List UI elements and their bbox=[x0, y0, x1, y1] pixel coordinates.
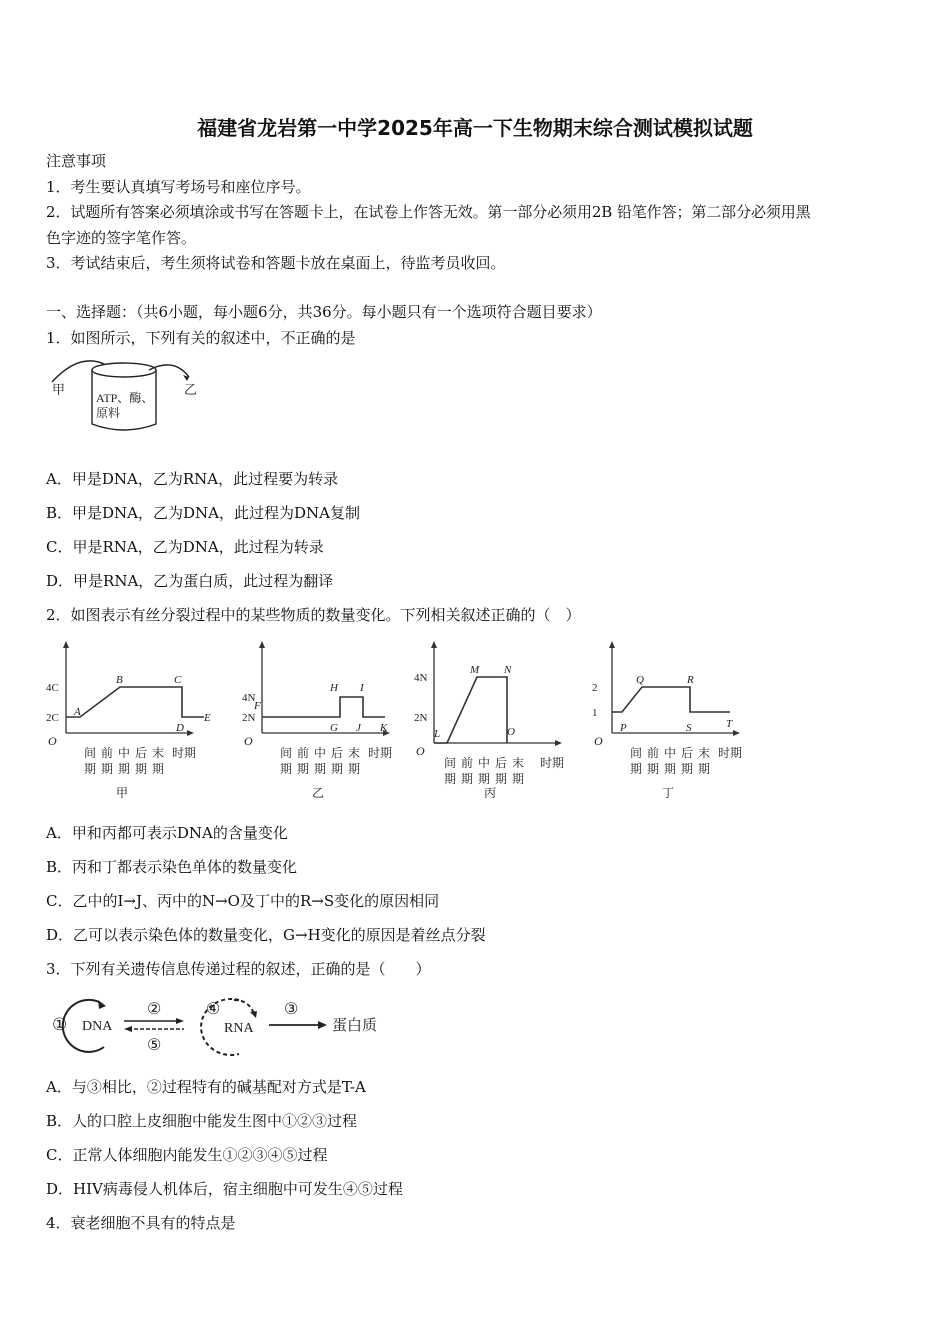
point-label: A bbox=[74, 706, 81, 718]
question-stem: 4．衰老细胞不具有的特点是 bbox=[46, 1214, 236, 1232]
question-stem: 1．如图所示，下列有关的叙述中，不正确的是 bbox=[46, 329, 356, 347]
origin-label: O bbox=[244, 734, 253, 748]
phase-label: 中 bbox=[664, 746, 677, 760]
point-label: I bbox=[360, 682, 364, 694]
phase-label: 末 bbox=[348, 746, 361, 760]
phase-label: 间 bbox=[280, 746, 293, 760]
phase-label: 期 bbox=[331, 762, 344, 776]
point-label: M bbox=[470, 664, 480, 676]
point-label: P bbox=[620, 722, 627, 734]
point-label: C bbox=[174, 674, 182, 686]
phase-label: 期 bbox=[512, 772, 525, 786]
notice-item: 2．试题所有答案必须填涂或书写在答题卡上，在试卷上作答无效。第一部分必须用2B 铅笔作答；第二部分必须用黑 bbox=[46, 203, 811, 221]
process-4: ④ bbox=[206, 1001, 221, 1018]
option-d[interactable]: D．乙可以表示染色体的数量变化，G→H变化的原因是着丝点分裂 bbox=[46, 926, 486, 944]
option-d[interactable]: D．HIV病毒侵人机体后，宿主细胞中可发生④⑤过程 bbox=[46, 1180, 403, 1198]
label-jia: 甲 bbox=[52, 382, 66, 397]
point-label: H bbox=[330, 682, 338, 694]
phase-label: 后 bbox=[331, 746, 344, 760]
phase-label: 后 bbox=[135, 746, 148, 760]
notice-heading: 注意事项 bbox=[46, 152, 107, 170]
protein-label: 蛋白质 bbox=[332, 1018, 378, 1034]
x-axis-label: 时期 bbox=[172, 746, 197, 760]
phase-label: 期 bbox=[101, 762, 114, 776]
y-tick: 4N bbox=[242, 692, 256, 704]
phase-label: 中 bbox=[478, 756, 491, 770]
notice-item: 1．考生要认真填写考场号和座位序号。 bbox=[46, 178, 311, 196]
y-tick: 4N bbox=[414, 672, 428, 684]
process-3: ③ bbox=[284, 1001, 299, 1018]
phase-label: 期 bbox=[495, 772, 508, 786]
y-tick: 2 bbox=[592, 682, 598, 694]
option-c[interactable]: C．正常人体细胞内能发生①②③④⑤过程 bbox=[46, 1146, 328, 1164]
point-label: J bbox=[356, 722, 361, 734]
phase-label: 前 bbox=[101, 746, 114, 760]
notice-item: 色字迹的签字笔作答。 bbox=[46, 229, 197, 247]
chart-caption: 乙 bbox=[312, 786, 325, 800]
phase-label: 间 bbox=[630, 746, 643, 760]
point-label: Q bbox=[636, 674, 644, 686]
option-c[interactable]: C．甲是RNA，乙为DNA，此过程为转录 bbox=[46, 538, 324, 556]
phase-label: 间 bbox=[444, 756, 457, 770]
phase-label: 期 bbox=[118, 762, 131, 776]
phase-label: 期 bbox=[152, 762, 165, 776]
x-axis-label: 时期 bbox=[540, 756, 565, 770]
inside-label: 原料 bbox=[96, 406, 121, 420]
y-tick: 1 bbox=[592, 707, 598, 719]
process-2: ② bbox=[147, 1001, 162, 1018]
option-d[interactable]: D．甲是RNA，乙为蛋白质，此过程为翻译 bbox=[46, 572, 334, 590]
chart-caption: 丙 bbox=[484, 786, 497, 800]
point-label: D bbox=[176, 722, 184, 734]
phase-label: 期 bbox=[84, 762, 97, 776]
notice-item: 3．考试结束后，考生须将试卷和答题卡放在桌面上，待监考员收回。 bbox=[46, 254, 506, 272]
option-a[interactable]: A．甲是DNA，乙为RNA，此过程要为转录 bbox=[46, 470, 339, 488]
label-yi: 乙 bbox=[184, 382, 198, 397]
phase-label: 中 bbox=[118, 746, 131, 760]
phase-label: 期 bbox=[681, 762, 694, 776]
phase-label: 期 bbox=[314, 762, 327, 776]
dna-label: DNA bbox=[82, 1019, 113, 1034]
origin-label: O bbox=[594, 734, 603, 748]
chart-caption: 丁 bbox=[662, 786, 675, 800]
inside-label: ATP、酶、 bbox=[96, 391, 154, 405]
phase-label: 期 bbox=[478, 772, 491, 786]
y-tick: 2C bbox=[46, 712, 59, 724]
phase-label: 期 bbox=[664, 762, 677, 776]
section-heading: 一、选择题：（共6小题，每小题6分，共36分。每小题只有一个选项符合题目要求） bbox=[46, 303, 602, 321]
y-tick: 2N bbox=[242, 712, 256, 724]
chart-乙 bbox=[240, 637, 415, 802]
point-label: T bbox=[726, 718, 733, 730]
option-b[interactable]: B．人的口腔上皮细胞中能发生图中①②③过程 bbox=[46, 1112, 358, 1130]
phase-label: 末 bbox=[512, 756, 525, 770]
option-b[interactable]: B．甲是DNA，乙为DNA，此过程为DNA复制 bbox=[46, 504, 360, 522]
chart-line bbox=[262, 697, 385, 717]
chart-line bbox=[434, 677, 507, 743]
phase-label: 前 bbox=[461, 756, 474, 770]
point-label: O bbox=[507, 726, 515, 738]
y-tick: 2N bbox=[414, 712, 428, 724]
phase-label: 期 bbox=[135, 762, 148, 776]
point-label: L bbox=[434, 728, 441, 740]
option-c[interactable]: C．乙中的I→J、丙中的N→O及丁中的R→S变化的原因相同 bbox=[46, 892, 440, 910]
option-a[interactable]: A．与③相比，②过程特有的碱基配对方式是T-A bbox=[46, 1078, 366, 1096]
phase-label: 期 bbox=[630, 762, 643, 776]
chart-甲 bbox=[44, 637, 219, 802]
point-label: R bbox=[687, 674, 694, 686]
point-label: K bbox=[380, 722, 388, 734]
option-b[interactable]: B．丙和丁都表示染色单体的数量变化 bbox=[46, 858, 298, 876]
point-label: N bbox=[504, 664, 512, 676]
point-label: G bbox=[330, 722, 338, 734]
phase-label: 中 bbox=[314, 746, 327, 760]
y-tick: 4C bbox=[46, 682, 59, 694]
rna-label: RNA bbox=[224, 1021, 254, 1036]
page-title: 福建省龙岩第一中学2025年高一下生物期末综合测试模拟试题 bbox=[197, 116, 753, 140]
chart-caption: 甲 bbox=[116, 786, 129, 800]
phase-label: 末 bbox=[698, 746, 711, 760]
question-stem: 2．如图表示有丝分裂过程中的某些物质的数量变化。下列相关叙述正确的（ ） bbox=[46, 606, 581, 624]
q1-figure bbox=[44, 352, 214, 437]
phase-label: 后 bbox=[495, 756, 508, 770]
phase-label: 期 bbox=[280, 762, 293, 776]
phase-label: 前 bbox=[297, 746, 310, 760]
phase-label: 期 bbox=[647, 762, 660, 776]
process-1: ① bbox=[52, 1015, 68, 1034]
point-label: B bbox=[116, 674, 123, 686]
point-label: E bbox=[204, 712, 211, 724]
chart-丙 bbox=[412, 637, 587, 802]
point-label: S bbox=[686, 722, 692, 734]
phase-label: 后 bbox=[681, 746, 694, 760]
phase-label: 间 bbox=[84, 746, 97, 760]
origin-label: O bbox=[416, 744, 425, 758]
question-stem: 3．下列有关遗传信息传递过程的叙述，正确的是（ ） bbox=[46, 960, 431, 978]
phase-label: 期 bbox=[297, 762, 310, 776]
chart-line bbox=[612, 687, 730, 712]
origin-label: O bbox=[48, 734, 57, 748]
x-axis-label: 时期 bbox=[368, 746, 393, 760]
q3-figure bbox=[44, 992, 394, 1058]
option-a[interactable]: A．甲和丙都可表示DNA的含量变化 bbox=[46, 824, 288, 842]
phase-label: 期 bbox=[461, 772, 474, 786]
process-5: ⑤ bbox=[147, 1037, 162, 1054]
x-axis-label: 时期 bbox=[718, 746, 743, 760]
phase-label: 期 bbox=[444, 772, 457, 786]
chart-line bbox=[66, 687, 204, 717]
phase-label: 期 bbox=[348, 762, 361, 776]
phase-label: 前 bbox=[647, 746, 660, 760]
phase-label: 末 bbox=[152, 746, 165, 760]
phase-label: 期 bbox=[698, 762, 711, 776]
chart-丁 bbox=[590, 637, 765, 802]
point-label: F bbox=[254, 700, 261, 712]
